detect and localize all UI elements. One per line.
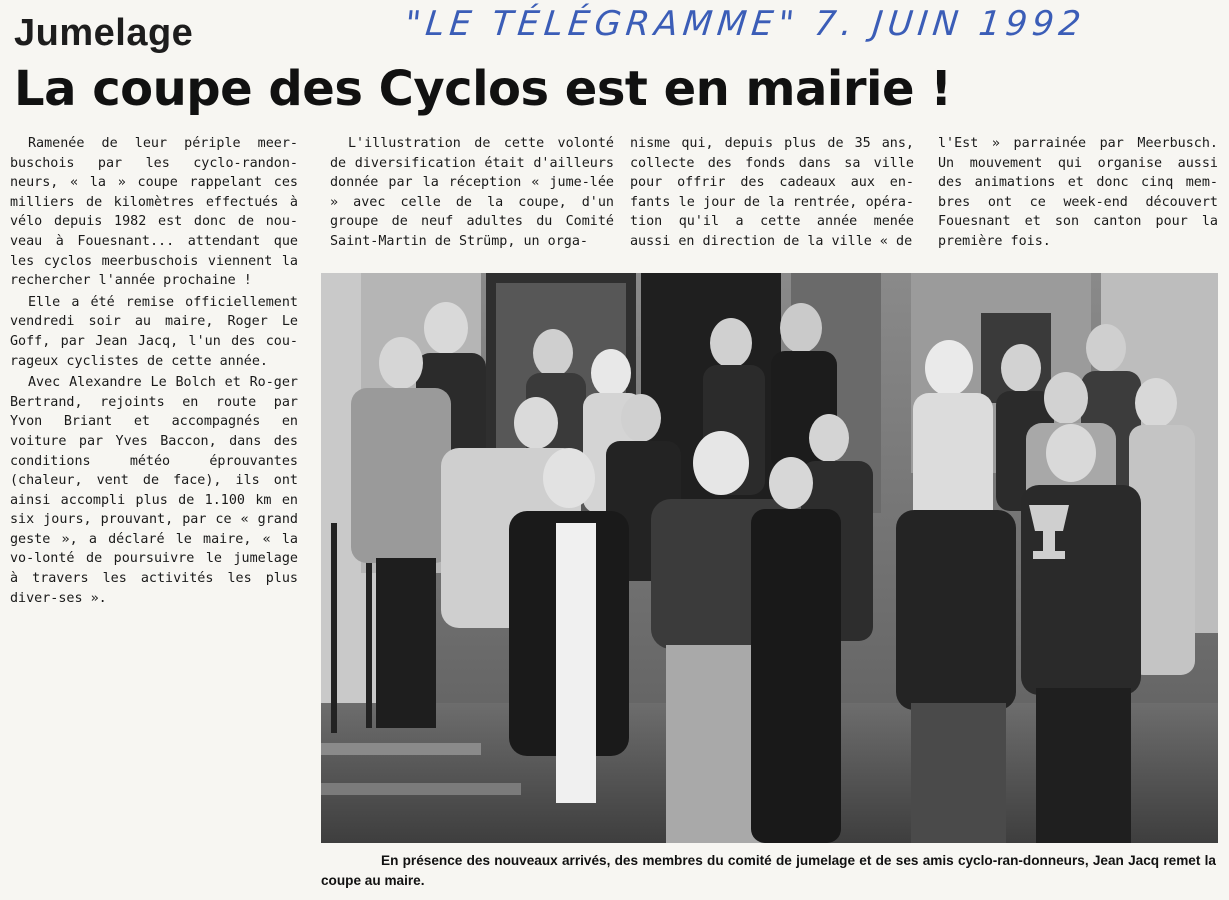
- article-paragraph: Elle a été remise officiellement vendredi soir au maire, Roger Le Goff, par Jean Jacq, l'un des cou-rageux cyclistes de cette année.: [10, 294, 298, 369]
- group-photo-illustration: [321, 273, 1218, 843]
- handwritten-source-note: "LE TÉLÉGRAMME" 7. JUIN 1992: [402, 4, 1088, 44]
- article-column-4: [938, 134, 1218, 254]
- article-paragraph: Ramenée de leur périple meer-buschois par les cyclo-randon-neurs, « la » coupe rappelant ces milliers de kilomètres effectués à vélo depuis 1982 est donc de nou-veau à Fouesnant... attendant que les cyclos meerbuschois viennent la rechercher l'année prochaine !: [10, 136, 298, 289]
- article-column-3: [630, 134, 914, 254]
- article-column-1: [10, 134, 298, 610]
- section-rubric: Jumelage: [14, 12, 194, 54]
- group-photo: [321, 273, 1218, 843]
- article-column-2: [330, 134, 614, 254]
- article-paragraph: l'Est » parrainée par Meerbusch. Un mouvement qui organise aussi des animations et donc cinq mem-bres ont ce week-end découvert Fouesnant et son canton pour la première fois.: [938, 136, 1218, 249]
- photo-caption: En présence des nouveaux arrivés, des membres du comité de jumelage et de ses amis cyclo-ran-donneurs, Jean Jacq remet la coupe au maire.: [321, 853, 1216, 888]
- article-paragraph: L'illustration de cette volonté de diversification était d'ailleurs donnée par la réception « jume-lée » avec celle de la coupe, d'un groupe de neuf adultes du Comité Saint-Martin de Strümp, un orga-: [330, 136, 614, 249]
- article-paragraph: Avec Alexandre Le Bolch et Ro-ger Bertrand, rejoints en route par Yvon Briant et accompagnés en voiture par Yves Baccon, dans des conditions météo éprouvantes (chaleur, vent de face), ils ont ainsi accompli plus de 1.100 km en six jours, prouvant, par ce « grand geste », a déclaré le maire, « la vo-lonté de poursuivre le jumelage à travers les activités les plus diver-ses ».: [10, 375, 298, 606]
- article-paragraph: nisme qui, depuis plus de 35 ans, collecte des fonds dans sa ville pour offrir des cadeaux aux en-fants le jour de la rentrée, opéra-tion qu'il a cette année menée aussi en direction de la ville « de: [630, 136, 914, 249]
- article-headline: La coupe des Cyclos est en mairie !: [14, 61, 952, 117]
